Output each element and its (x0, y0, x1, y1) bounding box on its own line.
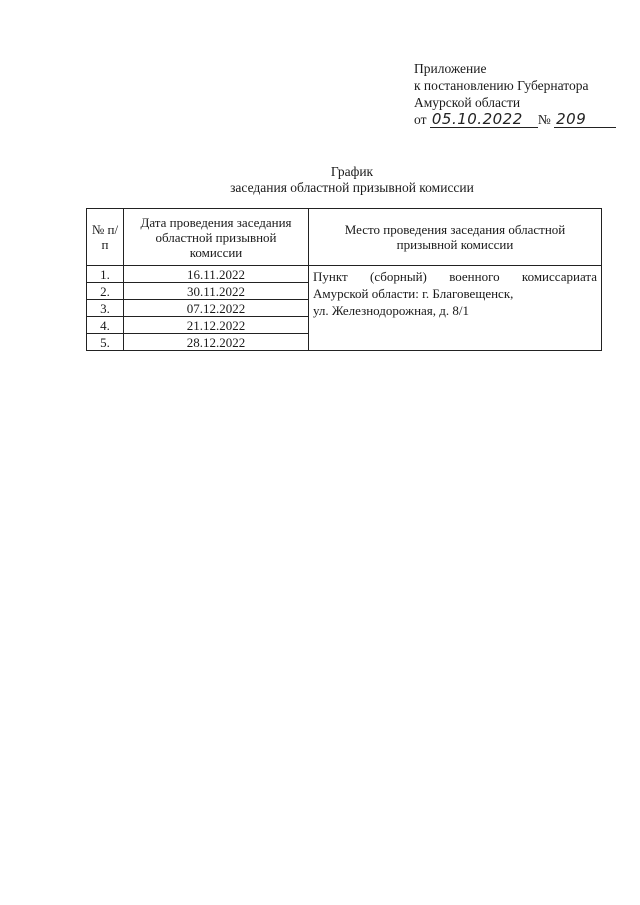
date-prefix: от (414, 112, 427, 127)
annex-title: Приложение (414, 61, 487, 76)
schedule-table (86, 208, 602, 351)
place-word: Пункт (313, 269, 348, 284)
row-num: 2. (87, 283, 124, 300)
row-date: 30.11.2022 (124, 283, 309, 300)
row-date: 21.12.2022 (124, 317, 309, 334)
row-date: 07.12.2022 (124, 300, 309, 317)
table-header-row (87, 209, 602, 266)
annex-date-number-line (414, 111, 619, 128)
place-word: военного (449, 269, 500, 284)
row-date: 28.12.2022 (124, 334, 309, 351)
header-date: Дата проведения заседания областной призывной комиссии (124, 209, 309, 266)
number-prefix: № (537, 112, 551, 127)
annex-reference: к постановлению Губернатора (414, 78, 589, 93)
row-date: 16.11.2022 (124, 266, 309, 283)
annex-region: Амурской области (414, 95, 521, 110)
document-subtitle: заседания областной призывной комиссии (230, 180, 474, 195)
document-title: График (330, 164, 374, 179)
row-num: 1. (87, 266, 124, 283)
place-word: (сборный) (370, 269, 427, 284)
header-place: Место проведения заседания областной призывной комиссии (309, 209, 602, 266)
place-word: комиссариата (521, 269, 597, 284)
row-num: 4. (87, 317, 124, 334)
place-line-3: ул. Железнодорожная, д. 8/1 (313, 303, 470, 318)
header-num: № п/п (87, 209, 124, 266)
place-cell (309, 266, 602, 351)
place-line-2: Амурской области: г. Благовещенск, (313, 286, 514, 301)
place-line-1 (313, 268, 597, 285)
row-num: 3. (87, 300, 124, 317)
row-num: 5. (87, 334, 124, 351)
table-row (87, 266, 602, 283)
handwritten-number: 209 (554, 112, 616, 128)
annex-block (414, 60, 619, 128)
handwritten-date: 05.10.2022 (430, 112, 538, 128)
